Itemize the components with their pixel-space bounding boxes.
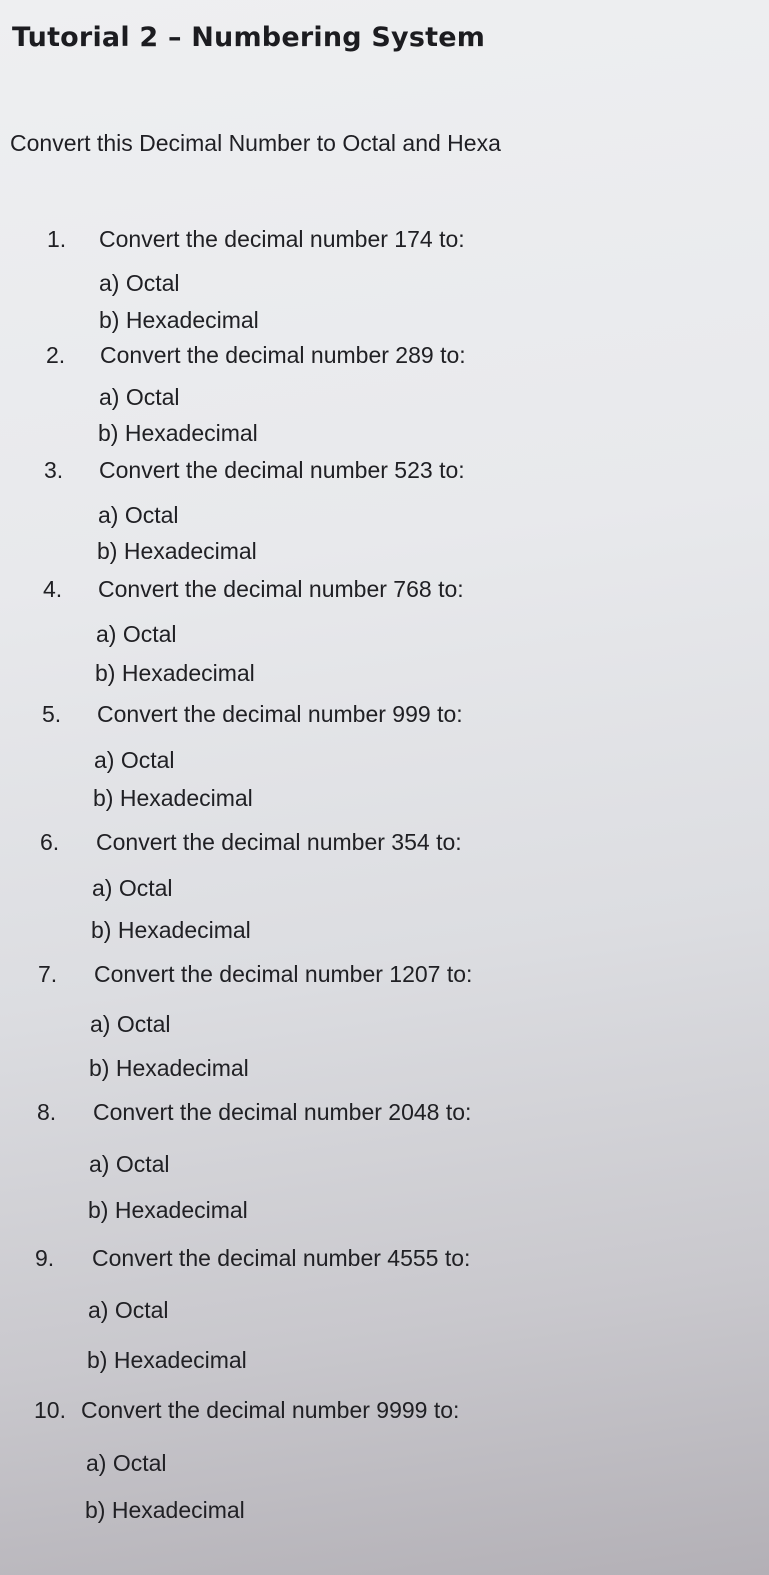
question-7 — [38, 961, 472, 988]
question-9-option-hexadecimal: b) Hexadecimal — [87, 1347, 247, 1373]
question-text: Convert the decimal number 999 to: — [97, 701, 463, 727]
question-6 — [40, 829, 462, 856]
question-9-option-octal: a) Octal — [88, 1297, 169, 1323]
question-3 — [44, 457, 465, 484]
question-5-option-octal: a) Octal — [94, 747, 175, 773]
question-number: 2. — [46, 342, 66, 368]
question-10 — [34, 1397, 459, 1424]
page-title: Tutorial 2 – Numbering System — [12, 22, 486, 53]
question-3-option-hexadecimal: b) Hexadecimal — [97, 538, 257, 564]
question-1-option-octal: a) Octal — [99, 270, 180, 296]
question-number: 9. — [35, 1245, 55, 1271]
question-text: Convert the decimal number 354 to: — [96, 829, 462, 855]
question-2-option-hexadecimal: b) Hexadecimal — [98, 420, 258, 446]
question-1-option-hexadecimal: b) Hexadecimal — [99, 307, 259, 333]
question-4-option-hexadecimal: b) Hexadecimal — [95, 660, 255, 686]
question-5-option-hexadecimal: b) Hexadecimal — [93, 785, 253, 811]
question-9 — [35, 1245, 470, 1272]
question-6-option-octal: a) Octal — [92, 875, 173, 901]
question-text: Convert the decimal number 2048 to: — [93, 1099, 472, 1125]
question-5 — [42, 701, 463, 728]
question-number: 4. — [43, 576, 63, 602]
question-number: 8. — [37, 1099, 57, 1125]
question-text: Convert the decimal number 1207 to: — [94, 961, 473, 987]
question-6-option-hexadecimal: b) Hexadecimal — [91, 917, 251, 943]
question-number: 5. — [42, 701, 62, 727]
question-number: 7. — [38, 961, 58, 987]
question-1 — [47, 226, 465, 253]
question-8 — [37, 1099, 471, 1126]
question-number: 1. — [47, 226, 67, 252]
instruction-text: Convert this Decimal Number to Octal and Hexa — [10, 130, 501, 156]
question-7-option-hexadecimal: b) Hexadecimal — [89, 1055, 249, 1081]
question-2 — [46, 342, 466, 369]
question-text: Convert the decimal number 4555 to: — [92, 1245, 471, 1271]
question-2-option-octal: a) Octal — [99, 384, 180, 410]
question-3-option-octal: a) Octal — [98, 502, 179, 528]
question-8-option-hexadecimal: b) Hexadecimal — [88, 1197, 248, 1223]
question-7-option-octal: a) Octal — [90, 1011, 171, 1037]
question-8-option-octal: a) Octal — [89, 1151, 170, 1177]
question-10-option-hexadecimal: b) Hexadecimal — [85, 1497, 245, 1523]
question-number: 6. — [40, 829, 60, 855]
question-number: 3. — [44, 457, 64, 483]
question-text: Convert the decimal number 289 to: — [100, 342, 466, 368]
question-10-option-octal: a) Octal — [86, 1450, 167, 1476]
question-text: Convert the decimal number 523 to: — [99, 457, 465, 483]
question-text: Convert the decimal number 9999 to: — [81, 1397, 460, 1423]
question-number: 10. — [34, 1397, 66, 1423]
question-text: Convert the decimal number 768 to: — [98, 576, 464, 602]
question-4 — [43, 576, 464, 603]
question-4-option-octal: a) Octal — [96, 621, 177, 647]
question-text: Convert the decimal number 174 to: — [99, 226, 465, 252]
